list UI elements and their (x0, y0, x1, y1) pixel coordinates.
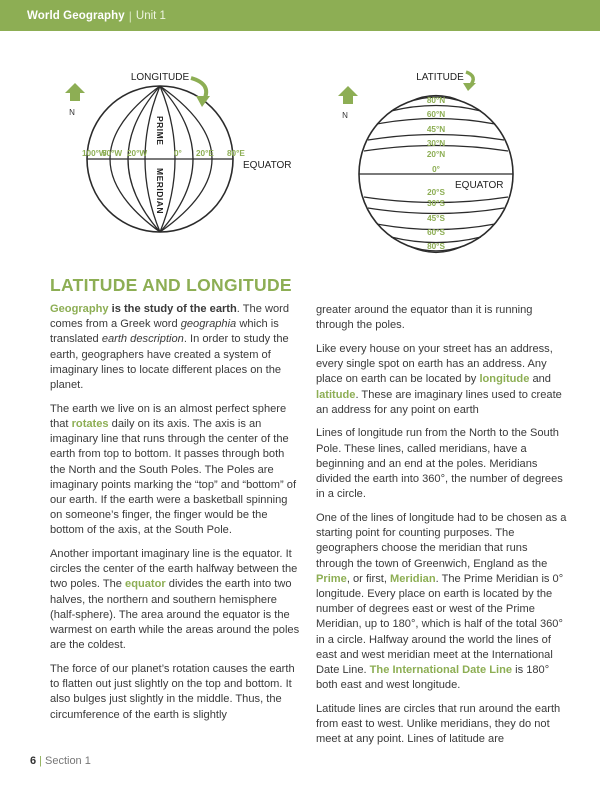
paragraph-equator (50, 547, 300, 653)
paragraph-meridians (316, 426, 568, 502)
diagrams (0, 52, 600, 272)
label-0: 0° (174, 149, 182, 158)
text: . These are imaginary lines used to create an address for any point on earth (316, 388, 562, 416)
text: Like every house on your street has an address, every single spot on earth has an address. Any place on earth can be located by (316, 342, 553, 386)
label-45n: 45°N (426, 125, 446, 134)
book-title: World Geography (27, 9, 125, 22)
longitude-title: LONGITUDE (130, 72, 190, 83)
page-number: 6 (30, 755, 37, 767)
longitude-diagram (65, 72, 292, 232)
text: Latitude lines are circles that run around the earth from east to west. Unlike meridians, they do not meet at any point. Lines of latitude are (316, 702, 561, 746)
text-italic: earth description (101, 333, 184, 346)
text: . The word comes from a Greek word (50, 303, 289, 331)
unit-label: Unit 1 (135, 9, 166, 22)
paragraph-prime-meridian (316, 511, 568, 693)
paragraph-address (316, 342, 568, 418)
paragraph-force (50, 662, 300, 723)
term-geography: Geography (50, 303, 109, 315)
header-separator: | (128, 8, 132, 23)
term-latitude: latitude (316, 388, 356, 401)
paragraph-circumference (316, 303, 568, 333)
text: and (529, 373, 551, 386)
label-80e: 80°E (227, 149, 245, 158)
label-20w: 20°W (127, 149, 148, 158)
footer-separator: | (39, 755, 42, 767)
longitude-degree-labels (82, 149, 245, 158)
north-arrow-icon (65, 83, 85, 101)
text: greater around the equator than it is running through the poles. (316, 304, 533, 332)
label-20s: 20°S (427, 188, 445, 197)
equator-label-right: EQUATOR (455, 180, 504, 191)
term-rotates: rotates (71, 417, 109, 430)
prime-label: PRIME (155, 116, 165, 146)
label-80s: 80°S (427, 242, 445, 251)
term-prime: Prime (316, 572, 347, 585)
equator-label-left: EQUATOR (243, 160, 292, 171)
label-30s: 30°S (427, 199, 445, 208)
right-column (316, 303, 568, 756)
rotation-arrow-icon (463, 72, 476, 91)
text-bold: is the study of the earth (108, 303, 237, 315)
latitude-diagram (338, 72, 513, 253)
text: daily on its axis. The axis is an imaginary line that runs through the center of the earth from top to bottom. It passes through both the North and the South Poles. The Poles are imaginary points marking the “top” and “bottom” of our earth. If the earth were a basketball spinning on someone’s finger, the finger would be the bottom of the axis, at the South Pole. (50, 417, 297, 537)
text: which is translated (50, 318, 279, 346)
label-60s: 60°S (427, 228, 445, 237)
text-italic: geographia (180, 318, 237, 331)
text: The earth we live on is an almost perfect sphere that (50, 402, 287, 430)
text: divides the earth into two halves, the northern and southern hemisphere (half-sphere). The area around the equator is the warmest on earth while the areas around the poles are the coldest. (50, 578, 300, 652)
text: . In order to study the earth, geographers have created a system of imaginary lines to locate different places on the planet. (50, 333, 289, 392)
section-title: LATITUDE AND LONGITUDE (50, 275, 292, 295)
text: The force of our planet’s rotation causes the earth to flatten out just slightly on the top and bottom. It also bulges just slightly in the middle. Thus, the circumference of the earth is slightly (50, 662, 295, 721)
label-80n: 80°N (426, 96, 446, 105)
term-date-line: The International Date Line (369, 663, 513, 676)
paragraph-latitude-lines (316, 702, 568, 748)
paragraph-rotation (50, 402, 300, 539)
header-bar (0, 0, 600, 31)
label-30n: 30°N (426, 139, 446, 148)
label-0: 0° (432, 165, 440, 174)
term-meridian: Meridian (390, 572, 436, 585)
meridian-label: MERIDIAN (155, 168, 165, 215)
label-20e: 20°E (196, 149, 214, 158)
term-equator: equator (125, 578, 166, 591)
footer (30, 755, 91, 767)
section-label: Section 1 (44, 755, 91, 767)
label-50w: 50°W (102, 149, 123, 158)
label-60n: 60°N (426, 110, 446, 119)
text: . The Prime Meridian is 0° longitude. Every place on earth is located by the number of degrees east or west of the Prime Meridian, up to 180°, which is half of the total 360° in a circle. Halfway around the world the lines of east and west meridian meet at the International Date Line. (316, 572, 564, 676)
left-column (50, 302, 300, 731)
north-arrow-icon (338, 86, 358, 104)
north-label: N (69, 108, 75, 117)
text: , or first, (346, 572, 390, 585)
label-45s: 45°S (427, 214, 445, 223)
term-longitude: longitude (479, 373, 530, 386)
label-100w: 100°W (82, 149, 107, 158)
latitude-title: LATITUDE (416, 72, 464, 83)
north-label: N (342, 111, 348, 120)
text: One of the lines of longitude had to be chosen as a starting point for counting purposes. The geographers choose the meridian that runs through the town of Greenwich, England as the (316, 511, 567, 570)
paragraph-geography (50, 302, 300, 393)
text: Another important imaginary line is the equator. It circles the center of the earth halfway between the two poles. The (50, 548, 298, 591)
globe-diagrams-svg (0, 52, 600, 272)
text: Lines of longitude run from the North to the South Pole. These lines, called meridians, have a beginning and an end at the poles. Meridians divided the earth into 360°, the number of degrees in a circle. (316, 427, 563, 501)
label-20n: 20°N (426, 150, 446, 159)
text: is 180° both east and west longitude. (316, 663, 550, 692)
